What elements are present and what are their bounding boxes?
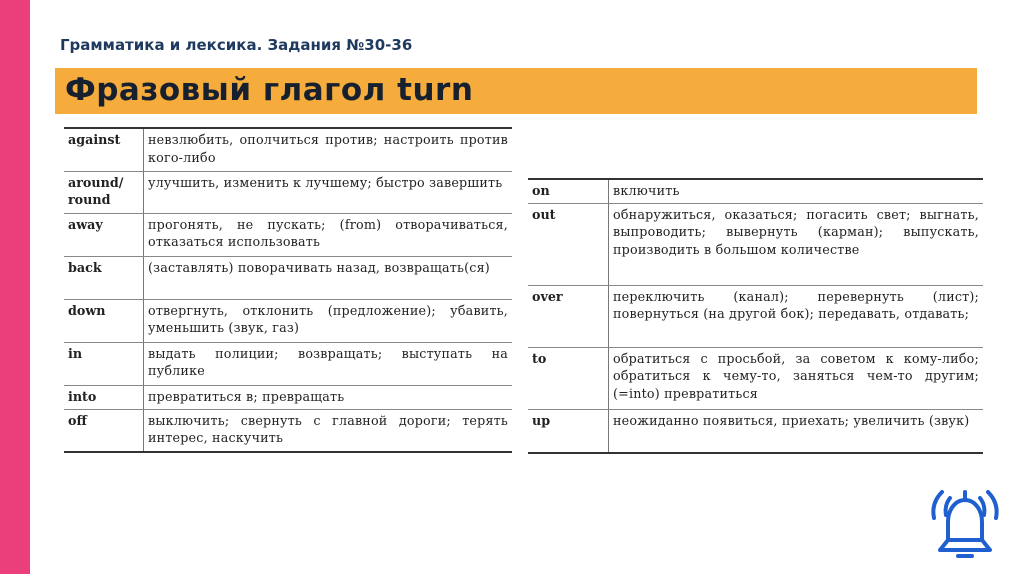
table-row [64, 342, 512, 385]
particle-cell: over [528, 285, 609, 347]
table-row [528, 203, 983, 285]
table-row [64, 171, 512, 213]
meaning-cell: отвергнуть, отклонить (предложение); убавить, уменьшить (звук, газ) [144, 299, 513, 342]
particle-cell: in [64, 342, 144, 385]
phrasal-table-left [64, 127, 512, 453]
meaning-cell: улучшить, изменить к лучшему; быстро завершить [144, 171, 513, 213]
table-row [64, 213, 512, 256]
particle-cell: to [528, 347, 609, 409]
page-subtitle: Грамматика и лексика. Задания №30-36 [60, 36, 413, 54]
particle-cell: away [64, 213, 144, 256]
meaning-cell: обратиться с просьбой, за советом к кому-либо; обратиться к чему-то, заняться чем-то другим; (=into) превратиться [609, 347, 984, 409]
left-accent-bar [0, 0, 30, 574]
table-row [64, 409, 512, 452]
meaning-cell: обнаружиться, оказаться; погасить свет; выгнать, выпроводить; вывернуть (карман); выпускать, производить в большом количестве [609, 203, 984, 285]
meaning-cell: неожиданно появиться, приехать; увеличить (звук) [609, 409, 984, 453]
particle-cell: against [64, 128, 144, 171]
particle-cell: into [64, 385, 144, 409]
table-row [528, 285, 983, 347]
particle-cell: out [528, 203, 609, 285]
particle-cell: around/ round [64, 171, 144, 213]
phrasal-table-right [528, 178, 983, 454]
meaning-cell: превратиться в; превращать [144, 385, 513, 409]
bell-icon [920, 478, 1010, 566]
meaning-cell: переключить (канал); перевернуть (лист); повернуться (на другой бок); передавать, отдавать; [609, 285, 984, 347]
meaning-cell: выдать полиции; возвращать; выступать на публике [144, 342, 513, 385]
table-row [528, 347, 983, 409]
particle-cell: on [528, 179, 609, 203]
particle-cell: down [64, 299, 144, 342]
meaning-cell: прогонять, не пускать; (from) отворачиваться, отказаться использовать [144, 213, 513, 256]
particle-cell: up [528, 409, 609, 453]
meaning-cell: (заставлять) поворачивать назад, возвращать(ся) [144, 256, 513, 299]
table-row [64, 128, 512, 171]
page-title: Фразовый глагол turn [65, 72, 474, 108]
particle-cell: off [64, 409, 144, 452]
meaning-cell: включить [609, 179, 984, 203]
table-row [64, 256, 512, 299]
table-row [64, 385, 512, 409]
table-row [64, 299, 512, 342]
title-band [55, 68, 977, 114]
table-row [528, 409, 983, 453]
table-row [528, 179, 983, 203]
meaning-cell: невзлюбить, ополчиться против; настроить против кого-либо [144, 128, 513, 171]
particle-cell: back [64, 256, 144, 299]
meaning-cell: выключить; свернуть с главной дороги; терять интерес, наскучить [144, 409, 513, 452]
